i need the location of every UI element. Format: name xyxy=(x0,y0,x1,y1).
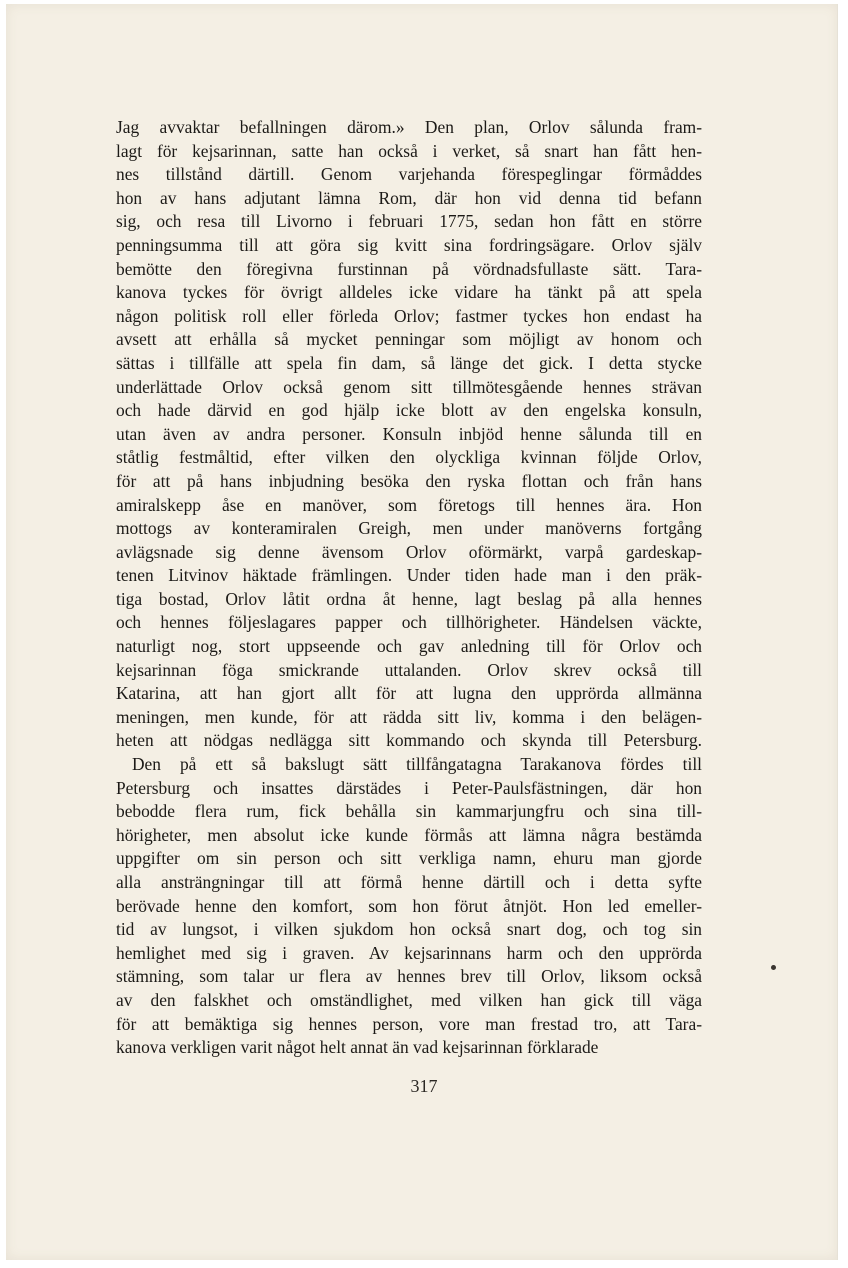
text-line: berövade henne den komfort, som hon förut åtnjöt. Hon led emeller- xyxy=(116,895,702,916)
text-line: hon av hans adjutant lämna Rom, där hon vid denna tid befann xyxy=(116,187,702,208)
page-number: 317 xyxy=(410,1076,438,1096)
text-line: naturligt nog, stort uppseende och gav anledning till för Orlov och xyxy=(116,636,702,657)
text-line: sig, och resa till Livorno i februari 1775, sedan hon fått en större xyxy=(116,211,702,232)
text-line: bemötte den föregivna furstinnan på vördnadsfullaste sätt. Tara- xyxy=(116,258,702,279)
text-line: kejsarinnan föga smickrande uttalanden. Orlov skrev också till xyxy=(116,659,702,680)
text-line: lagt för kejsarinnan, satte han också i verket, så snart han fått hen- xyxy=(116,140,702,161)
text-line: Den på ett så bakslugt sätt tillfångatagna Tarakanova fördes till xyxy=(132,754,702,775)
text-line: heten att nödgas nedlägga sitt kommando och skynda till Petersburg. xyxy=(116,730,702,751)
text-line: nes tillstånd därtill. Genom varjehanda förespeglingar förmåddes xyxy=(116,164,702,185)
text-line: av den falskhet och omständlighet, med vilken han gick till väga xyxy=(116,989,702,1010)
text-line: ståtlig festmåltid, efter vilken den olyckliga kvinnan följde Orlov, xyxy=(116,447,702,468)
page-edge xyxy=(837,4,838,1260)
text-line: någon politisk roll eller förleda Orlov; fastmer tyckes hon endast ha xyxy=(116,305,702,326)
text-line: kanova verkligen varit något helt annat än vad kejsarinnan förklarade xyxy=(116,1037,599,1058)
text-line: för att bemäktiga sig hennes person, vore man frestad tro, att Tara- xyxy=(116,1013,702,1034)
text-line: penningsumma till att göra sig kvitt sina fordringsägare. Orlov själv xyxy=(116,234,702,255)
text-line: avsett att erhålla så mycket penningar som möjligt av honom och xyxy=(116,329,702,350)
text-line: alla ansträngningar till att förmå henne därtill och i detta syfte xyxy=(116,872,702,892)
text-line: uppgifter om sin person och sitt verkliga namn, ehuru man gjorde xyxy=(116,848,702,869)
text-line: stämning, som talar ur flera av hennes brev till Orlov, liksom också xyxy=(116,966,702,987)
text-line: meningen, men kunde, för att rädda sitt liv, komma i den belägen- xyxy=(116,706,702,727)
text-line: hörigheter, men absolut icke kunde förmås att lämna några bestämda xyxy=(116,824,702,845)
text-line: amiralskepp åse en manöver, som företogs till hennes ära. Hon xyxy=(116,494,702,515)
text-line: kanova tyckes för övrigt alldeles icke vidare ha tänkt på att spela xyxy=(116,282,702,303)
text-line: utan även av andra personer. Konsuln inbjöd henne sålunda till en xyxy=(116,423,702,444)
text-line: och hade därvid en god hjälp icke blott av den engelska konsuln, xyxy=(116,400,702,421)
text-line: tenen Litvinov häktade främlingen. Under tiden hade man i den präk- xyxy=(116,565,702,586)
text-line: för att på hans inbjudning besöka den ryska flottan och från hans xyxy=(116,470,702,491)
text-line: tiga bostad, Orlov låtit ordna åt henne, lagt beslag på alla hennes xyxy=(116,588,702,609)
text-line: Katarina, att han gjort allt för att lugna den upprörda allmänna xyxy=(116,683,702,704)
body-text xyxy=(116,116,702,1060)
text-line: Jag avvaktar befallningen därom.» Den plan, Orlov sålunda fram- xyxy=(116,117,702,137)
ink-speck xyxy=(771,965,776,970)
text-line: Petersburg och insattes därstädes i Peter-Paulsfästningen, där hon xyxy=(116,777,702,798)
text-line: avlägsnade sig denne ävensom Orlov oförmärkt, varpå gardeskap- xyxy=(116,541,702,562)
text-line: bebodde flera rum, fick behålla sin kammarjungfru och sina till- xyxy=(116,801,702,822)
text-line: tid av lungsot, i vilken sjukdom hon också snart dog, och tog sin xyxy=(116,919,702,940)
text-line: sättas i tillfälle att spela fin dam, så länge det gick. I detta stycke xyxy=(116,352,702,373)
text-line: och hennes följeslagares papper och tillhörigheter. Händelsen väckte, xyxy=(116,612,702,633)
text-line: underlättade Orlov också genom sitt tillmötesgående hennes strävan xyxy=(116,376,702,397)
text-line: hemlighet med sig i graven. Av kejsarinnans harm och den upprörda xyxy=(116,942,702,963)
text-line: mottogs av konteramiralen Greigh, men under manöverns fortgång xyxy=(116,518,702,539)
